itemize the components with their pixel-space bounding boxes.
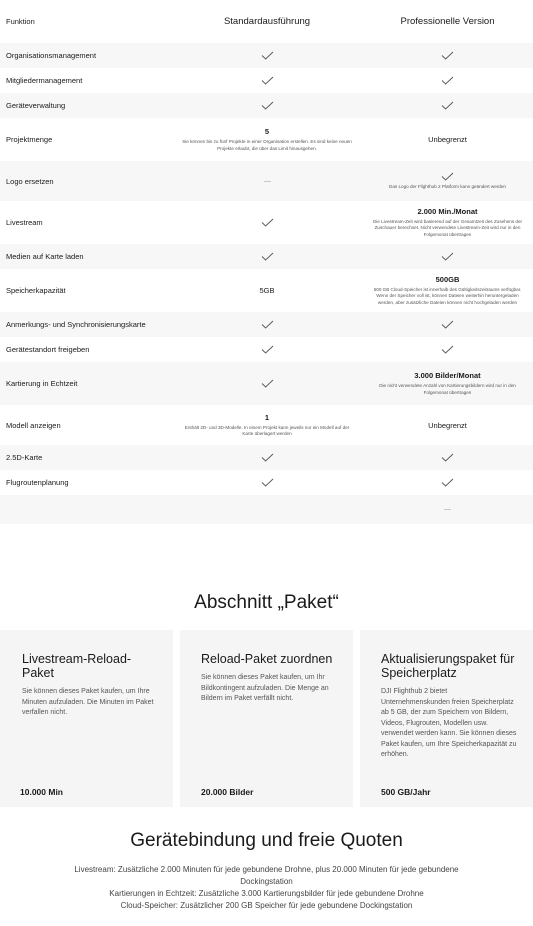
professional-cell <box>362 320 533 329</box>
check-icon <box>261 345 274 354</box>
standard-cell <box>172 101 362 110</box>
check-icon <box>261 320 274 329</box>
table-header <box>0 0 533 43</box>
card-price: 10.000 Min <box>20 787 63 797</box>
professional-cell <box>362 135 533 144</box>
professional-cell <box>362 51 533 60</box>
check-icon <box>441 252 454 261</box>
professional-cell <box>362 76 533 85</box>
professional-cell <box>362 453 533 462</box>
header-standard: Standardausführung <box>223 16 311 27</box>
package-cards <box>0 630 533 807</box>
professional-cell <box>362 101 533 110</box>
card-description: Sie können dieses Paket kaufen, um Ihre Minuten aufzuladen. Die Minuten im Paket verfallen nicht. <box>22 688 154 716</box>
check-icon <box>261 478 274 487</box>
quota-lines <box>0 864 533 912</box>
dash-icon <box>264 181 271 182</box>
card-livestream-reload <box>0 630 173 807</box>
row-label: Speicherkapazität <box>6 286 66 295</box>
check-icon <box>261 379 274 388</box>
standard-cell <box>172 286 362 295</box>
check-icon <box>261 218 274 227</box>
quota-line-mapping: Kartierungen in Echtzeit: Zusätzliche 3.000 Kartierungsbilder für jede gebundene Drohne <box>109 889 424 898</box>
professional-cell <box>362 252 533 261</box>
cell-note: Die Livestream-Zeit wird basierend auf der Gesamtzeit des Zusehens der Zuschauer berechnet. Nicht verwendete Livestream-Zeit wird nur in den Folgemonat übertragen <box>372 219 523 237</box>
card-description: DJI Flighthub 2 bietet Unternehmenskunden freien Speicherplatz ab 5 GB, der zum Speichern von Bildern, Videos, Flugrouten, Modellen usw. verwendet werden kann. Sie können dieses Paket kaufen, um Ihre Speicherkapazität zu erhöhen. <box>381 688 517 758</box>
cell-value: Unbegrenzt <box>428 135 467 144</box>
cell-note: Sie können bis zu fünf Projekte in einer Organisation erstellen. Es sind keine neuen Projekte erlaubt, die über das Limit hinausgehen. <box>182 139 352 151</box>
check-icon <box>441 101 454 110</box>
cell-value: 2.000 Min./Monat <box>417 207 478 217</box>
standard-cell <box>172 127 362 151</box>
standard-cell <box>172 51 362 60</box>
table-body <box>0 43 533 524</box>
check-icon <box>261 76 274 85</box>
row-label: Kartierung in Echtzeit <box>6 379 78 388</box>
standard-cell <box>172 218 362 227</box>
row-label: Modell anzeigen <box>6 420 61 430</box>
cell-note: Die nicht verwendete Anzahl von Kartierungsbildern wird nur in den Folgemonat übertragen <box>379 383 516 395</box>
standard-cell <box>172 345 362 354</box>
row-label: Logo ersetzen <box>6 176 54 186</box>
table-row-organisationsmanagement <box>0 43 533 68</box>
cell-value: 5GB <box>259 286 275 295</box>
check-icon <box>441 320 454 329</box>
check-icon <box>261 453 274 462</box>
table-row-speicherkapazität <box>0 269 533 312</box>
table-row-anmerkungs-und-synchronisierungskarte <box>0 312 533 337</box>
card-storage-upgrade <box>360 630 533 807</box>
header-professional: Professionelle Version <box>400 16 495 27</box>
standard-cell <box>172 413 362 437</box>
row-label: 2.5D-Karte <box>6 453 43 462</box>
package-section <box>0 540 533 807</box>
check-icon <box>441 478 454 487</box>
cell-note: 500 GB Cloud-Speicher ist innerhalb des Gültigkeitszeitraums verfügbar. Wenn der Speicher voll ist, können Dateien weiterhin heruntergeladen werden, aber zusätzliche Dateien können nicht hochgeladen werden <box>373 287 522 305</box>
table-row-projektmenge <box>0 118 533 161</box>
row-label: Projektmenge <box>6 135 53 144</box>
check-icon <box>441 345 454 354</box>
standard-cell <box>172 181 362 182</box>
table-row-flugroutenplanung <box>0 470 533 495</box>
package-section-title: Abschnitt „Paket“ <box>194 592 339 613</box>
quota-line-livestream: Livestream: Zusätzliche 2.000 Minuten für jede gebundene Drohne, plus 20.000 Minuten für jede gebundene Dockingstation <box>74 865 459 886</box>
quota-section <box>0 830 533 912</box>
card-map-reload <box>180 630 353 807</box>
table-row-medien-auf-karte-laden <box>0 244 533 269</box>
quota-line-storage: Cloud-Speicher: Zusätzlicher 200 GB Speicher für jede gebundene Dockingstation <box>120 901 413 910</box>
table-row-gerätestandort-freigeben <box>0 337 533 362</box>
standard-cell <box>172 76 362 85</box>
check-icon <box>261 252 274 261</box>
professional-cell <box>362 207 533 238</box>
cell-value: 5 <box>264 127 270 137</box>
professional-cell <box>362 509 533 510</box>
cell-value: 500GB <box>435 275 460 285</box>
check-icon <box>441 76 454 85</box>
cell-value: Unbegrenzt <box>428 420 467 430</box>
professional-cell <box>362 172 533 190</box>
header-feature: Funktion <box>6 17 35 26</box>
table-row-2-5d-karte <box>0 445 533 470</box>
table-row-logo-ersetzen <box>0 161 533 201</box>
row-label: Organisationsmanagement <box>6 51 97 60</box>
row-label: Gerätestandort freigeben <box>6 345 90 354</box>
dash-icon <box>444 509 451 510</box>
check-icon <box>261 51 274 60</box>
quota-section-title: Gerätebindung und freie Quoten <box>130 830 403 851</box>
professional-cell <box>362 275 533 306</box>
row-label: Anmerkungs- und Synchronisierungskarte <box>6 320 146 329</box>
table-row-kartierung-in-echtzeit <box>0 362 533 405</box>
check-icon <box>441 172 454 181</box>
professional-cell <box>362 371 533 395</box>
card-title: Aktualisierungspaket für Speicherplatz <box>381 652 515 680</box>
row-label: Medien auf Karte laden <box>6 252 84 261</box>
check-icon <box>261 101 274 110</box>
standard-cell <box>172 252 362 261</box>
cell-note: Das Logo der Flighthub 2 Platform kann geändert werden <box>389 183 506 189</box>
cell-value: 3.000 Bilder/Monat <box>414 371 481 381</box>
cell-value: 1 <box>264 412 270 422</box>
standard-cell <box>172 320 362 329</box>
check-icon <box>441 51 454 60</box>
card-price: 20.000 Bilder <box>201 787 254 797</box>
card-title: Reload-Paket zuordnen <box>201 652 333 666</box>
check-icon <box>441 453 454 462</box>
card-description: Sie können dieses Paket kaufen, um Ihr Bildkontingent aufzuladen. Die Menge an Bildern im Paket verfällt nicht. <box>201 674 329 702</box>
table-row-modell-anzeigen <box>0 405 533 445</box>
professional-cell <box>362 478 533 487</box>
row-label: Geräteverwaltung <box>6 101 66 110</box>
professional-cell <box>362 345 533 354</box>
table-row-geräteverwaltung <box>0 93 533 118</box>
standard-cell <box>172 379 362 388</box>
cell-note: Enthält 2D- und 3D-Modelle. In einem Projekt kann jeweils nur ein Modell auf der Karte überlagert werden <box>184 424 350 436</box>
row-label: Livestream <box>6 218 43 227</box>
standard-cell <box>172 478 362 487</box>
card-title: Livestream-Reload-Paket <box>22 652 132 680</box>
standard-cell <box>172 453 362 462</box>
table-row-livestream <box>0 201 533 244</box>
card-price: 500 GB/Jahr <box>381 787 431 797</box>
row-label: Flugroutenplanung <box>6 478 69 487</box>
row-label: Mitgliedermanagement <box>6 76 83 85</box>
table-row-empty <box>0 495 533 524</box>
professional-cell <box>362 421 533 430</box>
table-row-mitgliedermanagement <box>0 68 533 93</box>
